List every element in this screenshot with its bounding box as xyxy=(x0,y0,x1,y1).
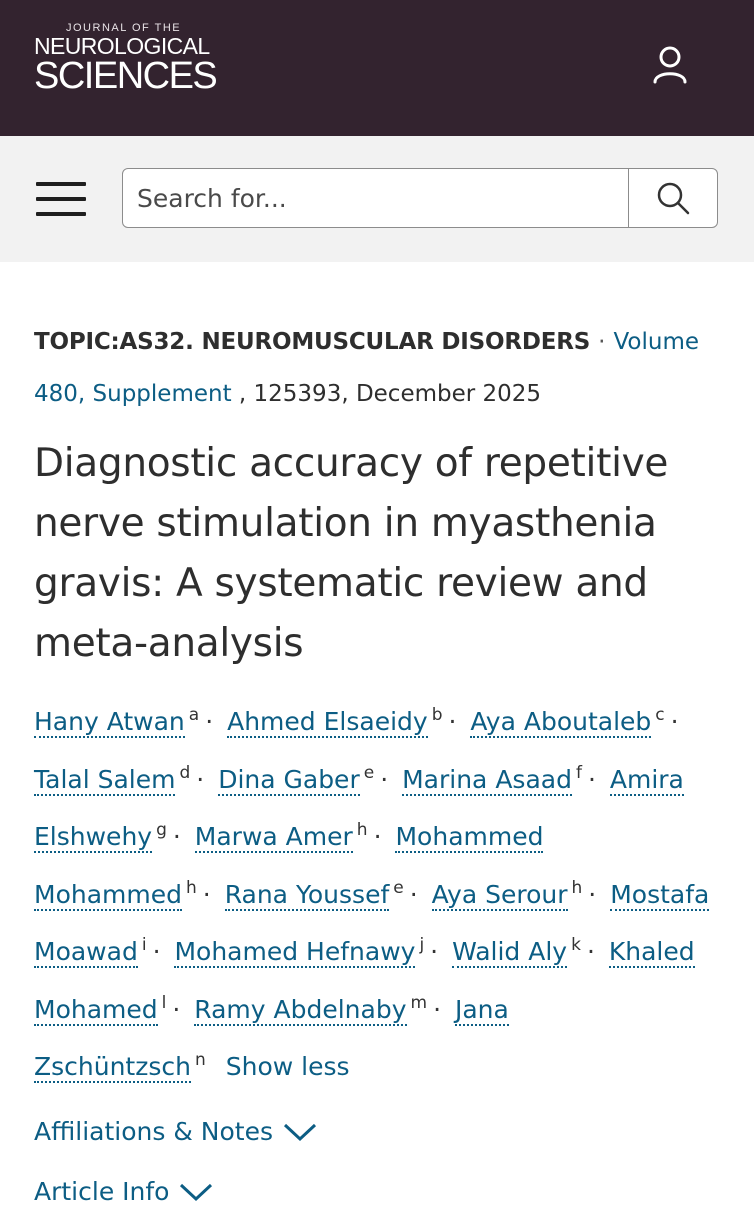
site-header xyxy=(0,0,754,136)
author-link[interactable]: Aya Serour xyxy=(431,879,568,909)
author-separator: · xyxy=(152,937,161,966)
affiliation-marker: e xyxy=(363,762,375,783)
author-separator: · xyxy=(380,764,389,794)
affiliation-marker: l xyxy=(161,992,167,1013)
author-separator: · xyxy=(172,822,181,851)
affiliation-marker: a xyxy=(188,705,200,725)
author-link[interactable]: Dina Gaber xyxy=(218,764,360,794)
author-separator: · xyxy=(588,879,597,909)
author-separator: · xyxy=(202,879,211,909)
chevron-down-icon xyxy=(283,1122,317,1142)
author-link[interactable]: Mohammed Mohammed xyxy=(34,822,544,909)
logo-line-1: JOURNAL OF THE xyxy=(66,22,182,34)
chevron-down-icon xyxy=(179,1182,213,1202)
affiliation-marker: g xyxy=(156,820,167,840)
author-link[interactable]: Rana Youssef xyxy=(224,879,390,909)
author-separator: · xyxy=(409,879,418,909)
author-link[interactable]: Mohamed Hefnawy xyxy=(174,937,416,966)
affiliation-marker: j xyxy=(419,935,425,955)
hamburger-menu-icon[interactable] xyxy=(36,182,86,216)
author-separator: · xyxy=(430,937,439,966)
author-separator: · xyxy=(373,822,382,851)
affiliation-marker: d xyxy=(179,762,191,783)
author-separator: · xyxy=(586,937,595,966)
journal-logo[interactable] xyxy=(34,22,217,97)
search-box xyxy=(122,168,718,228)
article-info-toggle[interactable] xyxy=(34,1177,720,1207)
author-link[interactable]: Aya Aboutaleb xyxy=(470,707,652,736)
author-separator: · xyxy=(448,707,457,736)
author-separator: · xyxy=(433,994,442,1024)
search-icon xyxy=(655,180,691,216)
affiliation-marker: c xyxy=(655,705,665,725)
author-link[interactable]: Hany Atwan xyxy=(34,707,185,736)
affiliation-marker: f xyxy=(575,762,582,783)
author-separator: · xyxy=(205,707,214,736)
affiliation-marker: k xyxy=(571,935,581,955)
affiliation-marker: i xyxy=(141,935,147,955)
citation-details: , 125393, December 2025 xyxy=(238,381,542,407)
topic-label: TOPIC:AS32. NEUROMUSCULAR DISORDERS xyxy=(34,329,591,355)
article-title: Diagnostic accuracy of repetitive nerve stimulation in myasthenia gravis: A systematic review and meta-analysis xyxy=(34,441,669,666)
author-link[interactable]: Marina Asaad xyxy=(402,764,572,794)
affiliation-marker: m xyxy=(410,992,428,1013)
affiliations-toggle[interactable] xyxy=(34,1117,720,1147)
author-link[interactable]: Talal Salem xyxy=(34,764,176,794)
search-button[interactable] xyxy=(628,169,717,227)
author-link[interactable]: Walid Aly xyxy=(452,937,568,966)
affiliation-marker: n xyxy=(194,1050,206,1070)
affiliation-marker: h xyxy=(356,820,368,840)
affiliations-label: Affiliations & Notes xyxy=(34,1116,273,1146)
author-separator: · xyxy=(587,764,596,794)
article-info-label: Article Info xyxy=(34,1176,170,1206)
affiliation-marker: b xyxy=(431,705,443,725)
user-icon[interactable] xyxy=(652,45,688,85)
author-link[interactable]: Ramy Abdelnaby xyxy=(194,994,407,1024)
author-separator: · xyxy=(196,764,205,794)
author-link[interactable]: Khaled Mohamed xyxy=(34,937,695,1024)
author-link[interactable]: Mostafa Moawad xyxy=(34,879,710,966)
author-list xyxy=(34,690,720,1093)
logo-line-2: NEUROLOGICAL xyxy=(34,33,210,59)
author-separator: · xyxy=(172,994,181,1024)
meta-separator: · xyxy=(598,329,606,355)
affiliation-marker: h xyxy=(186,877,197,898)
show-less-link[interactable]: Show less xyxy=(225,1052,350,1081)
search-input[interactable] xyxy=(123,169,628,227)
search-bar xyxy=(0,136,754,262)
affiliation-marker: e xyxy=(393,877,404,898)
volume-link[interactable]: Volume 480, Supplement xyxy=(34,329,700,407)
author-link[interactable]: Ahmed Elsaeidy xyxy=(227,707,428,736)
author-separator: · xyxy=(670,707,679,736)
author-link[interactable]: Amira Elshwehy xyxy=(34,764,684,851)
article-content xyxy=(0,316,754,1207)
affiliation-marker: h xyxy=(571,877,583,898)
author-link[interactable]: Marwa Amer xyxy=(194,822,353,851)
article-meta xyxy=(34,316,720,420)
author-link[interactable]: Jana Zschüntzsch xyxy=(34,994,509,1081)
logo-line-3: SCIENCES xyxy=(34,55,217,97)
